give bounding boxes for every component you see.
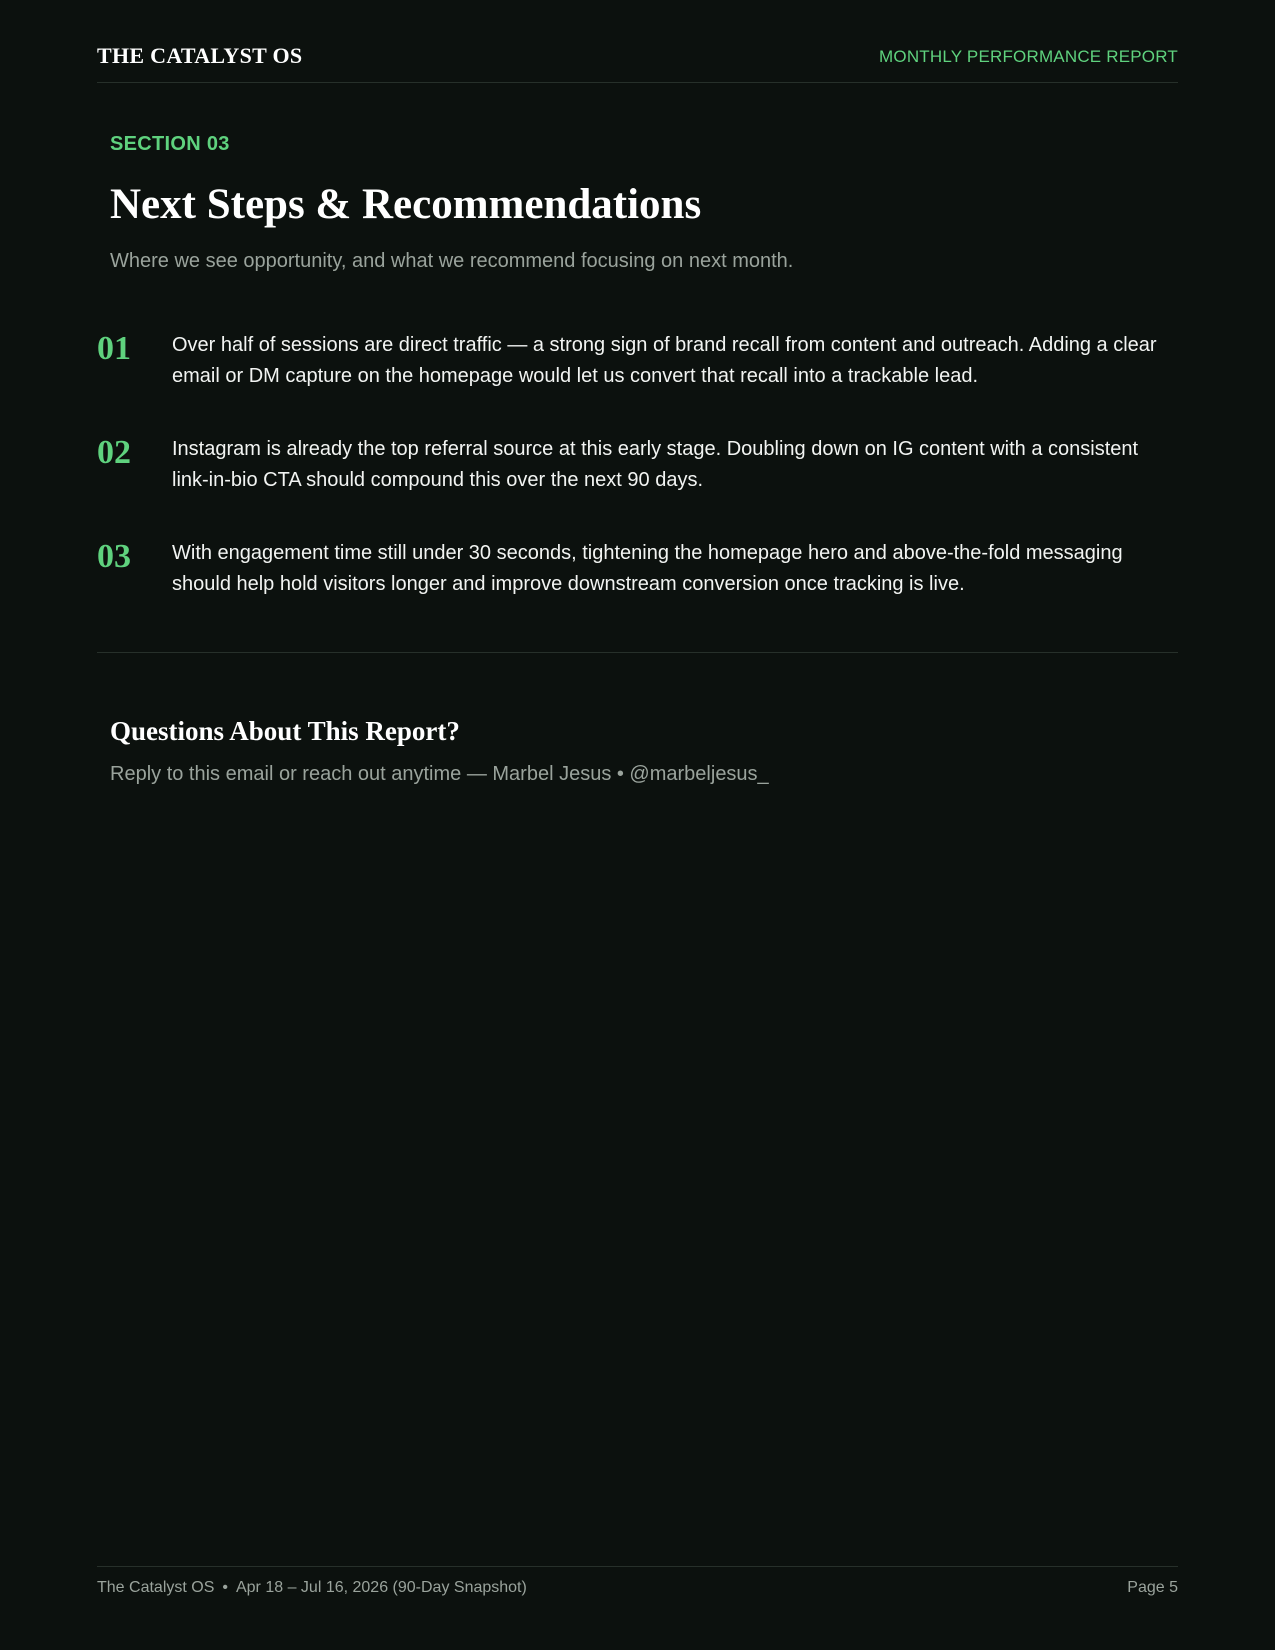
recommendation-text: With engagement time still under 30 seconds, tightening the homepage hero and above-the-fold messaging should help hold visitors longer and improve downstream conversion once tracking is live. [172,542,1123,595]
report-header [97,40,1178,83]
recommendation-number: 02 [97,434,131,471]
footer-separator: • [222,1579,228,1596]
questions-title: Questions About This Report? [110,716,460,746]
recommendation-text: Over half of sessions are direct traffic — a strong sign of brand recall from content and outreach. Adding a clear email or DM capture on the homepage would let us convert that recall into a trackable lead. [172,334,1157,387]
page-number: Page 5 [1127,1579,1178,1596]
footer-info [97,1579,527,1597]
page-footer [97,1566,1178,1607]
brand-name: THE CATALYST OS [97,43,303,68]
page-subtitle: Where we see opportunity, and what we recommend focusing on next month. [110,250,794,272]
footer-company: The Catalyst OS [97,1579,215,1596]
contact-text: Reply to this email or reach out anytime — Marbel Jesus • @marbeljesus_ [110,763,769,785]
report-type-label: MONTHLY PERFORMANCE REPORT [879,47,1178,66]
page-title: Next Steps & Recommendations [110,181,702,228]
section-label: SECTION 03 [110,133,230,155]
recommendation-number: 03 [97,538,131,575]
recommendation-text: Instagram is already the top referral source at this early stage. Doubling down on IG content with a consistent link-in-bio CTA should compound this over the next 90 days. [172,438,1139,491]
footer-date-range: Apr 18 – Jul 16, 2026 (90-Day Snapshot) [235,1579,527,1596]
recommendation-number: 01 [97,330,131,367]
section-divider [97,652,1178,653]
